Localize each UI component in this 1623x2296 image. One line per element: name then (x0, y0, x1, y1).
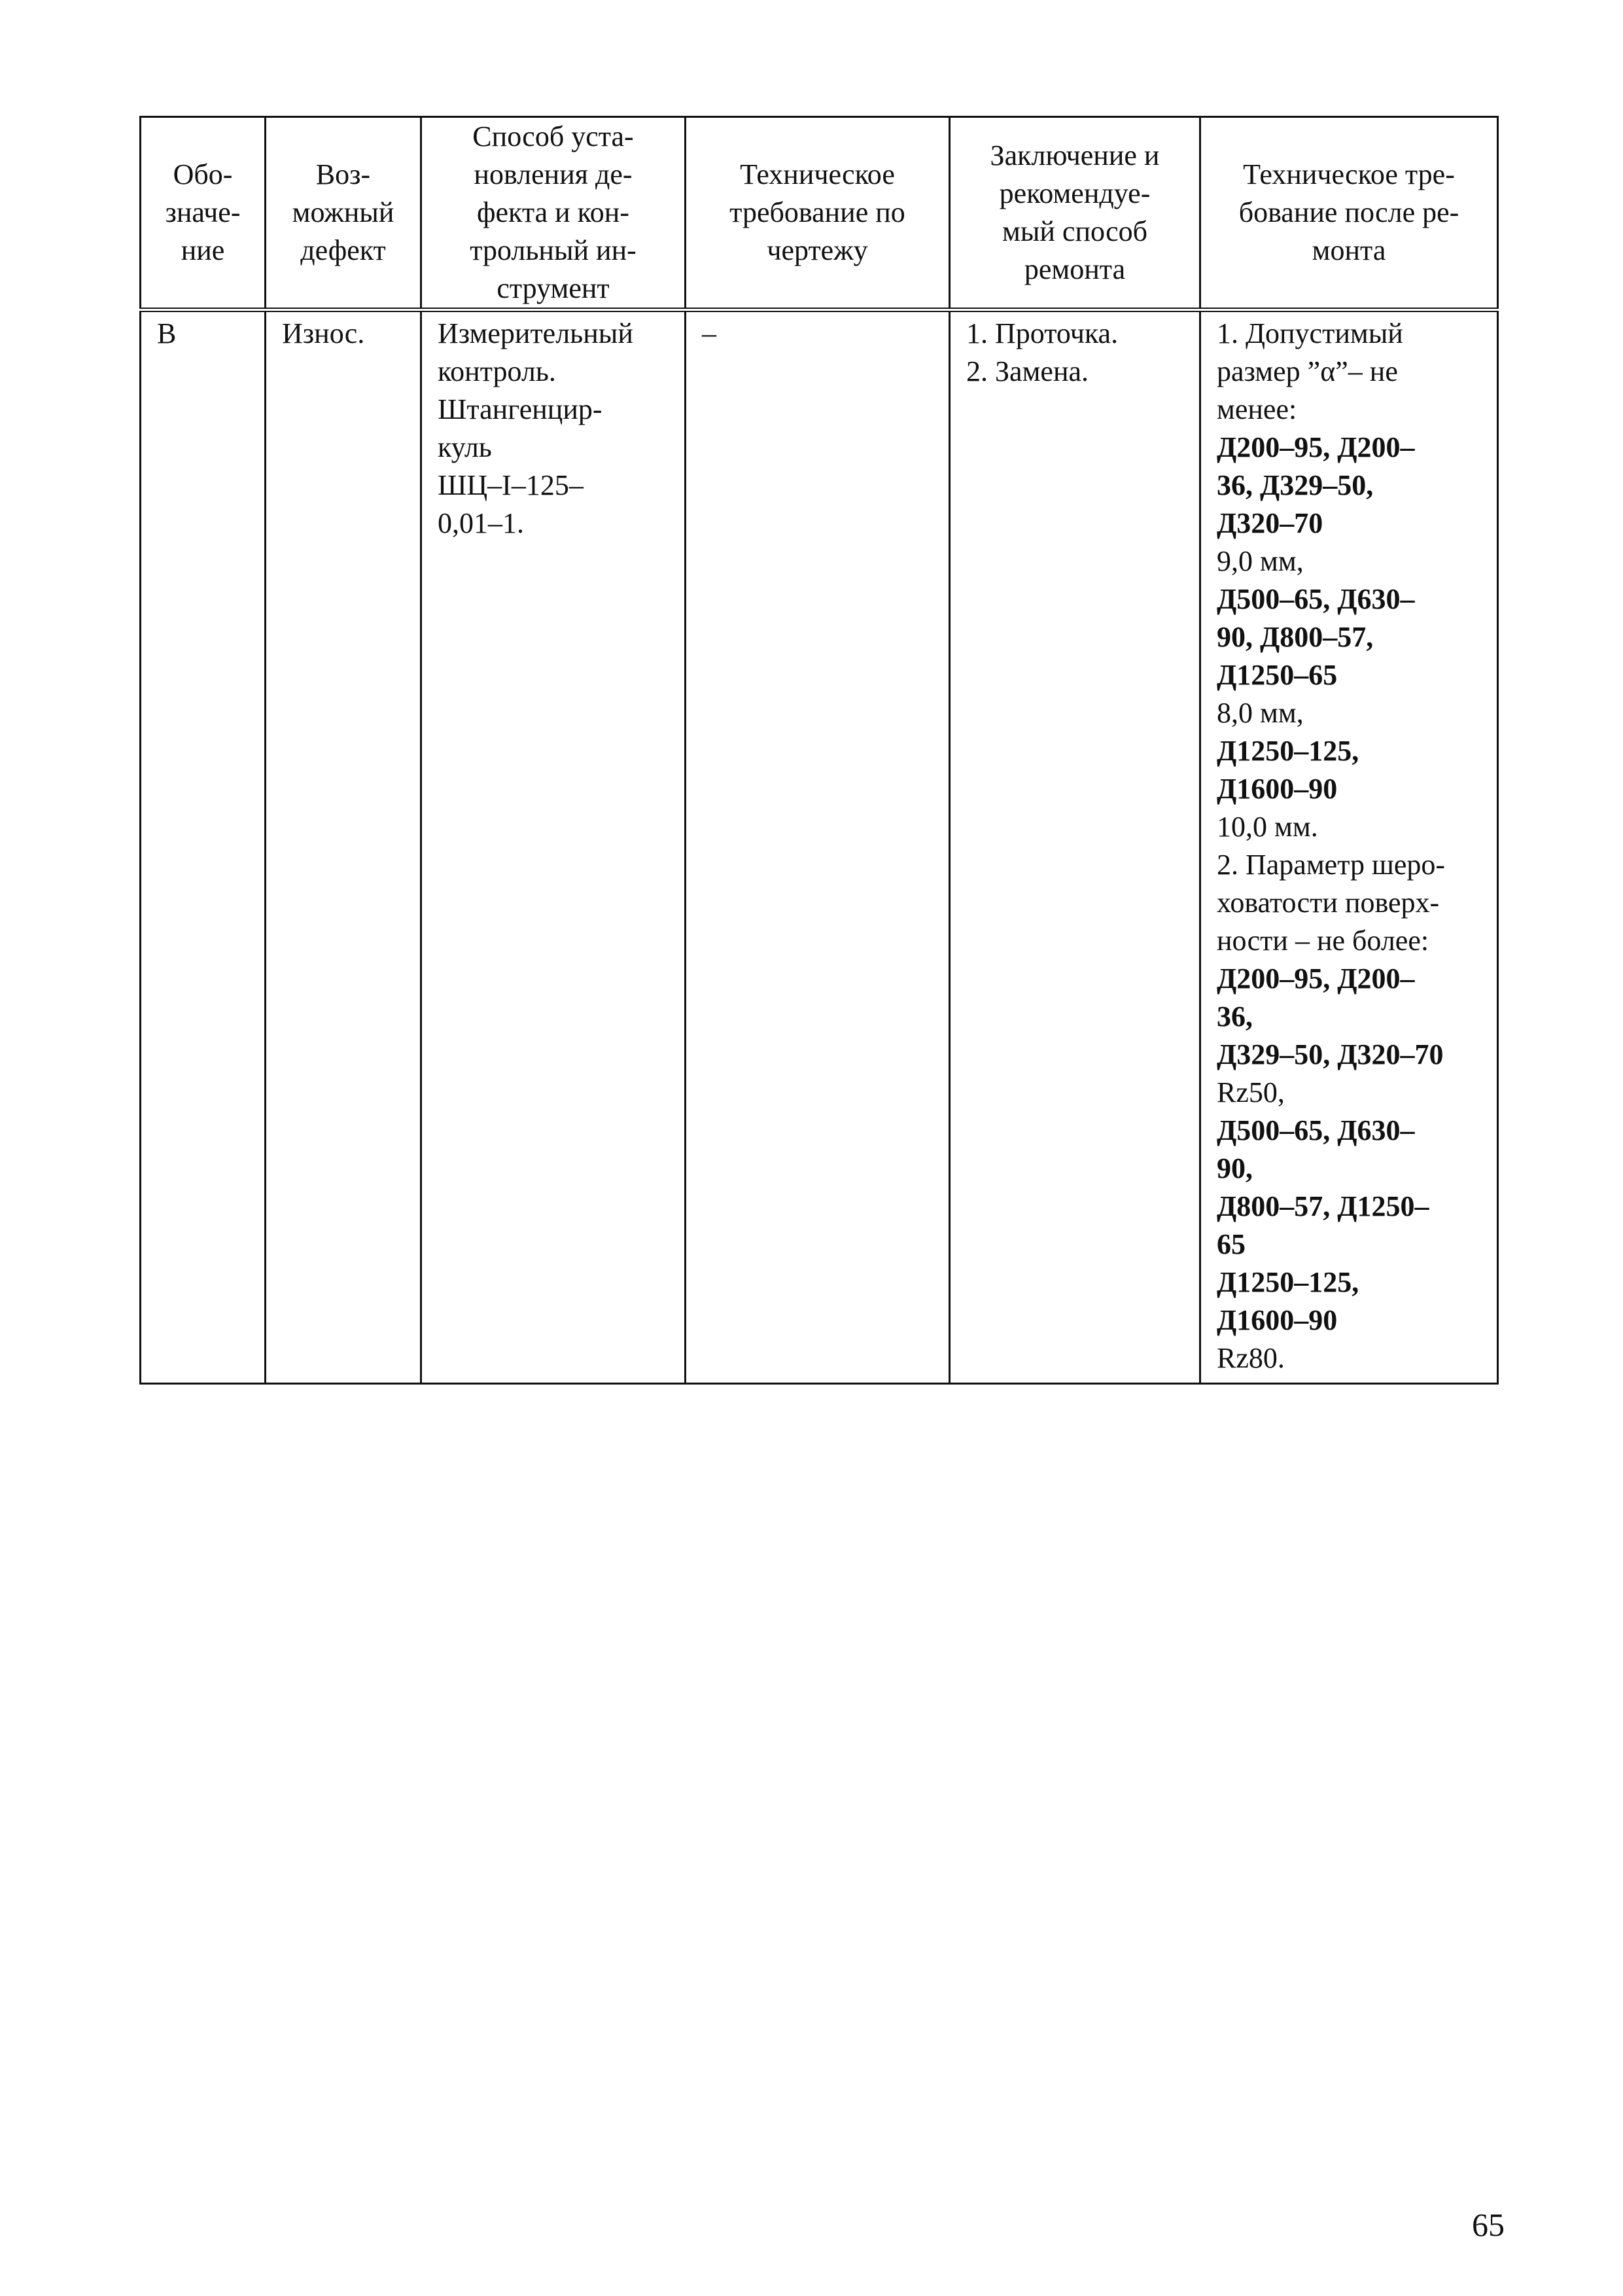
text-line: трольный ин- (470, 234, 637, 266)
text-line: Измерительный (438, 317, 633, 349)
text-line: Д1250–125, (1217, 1266, 1359, 1298)
text-line: 1. Допустимый (1217, 317, 1403, 349)
text-line: Обо- (173, 158, 233, 190)
text-line: Д329–50, Д320–70 (1217, 1038, 1444, 1070)
text-line: 2. Замена. (966, 355, 1089, 387)
drawing-requirement-text: – (702, 317, 716, 349)
cell-method (421, 310, 686, 1384)
text-line: можный (292, 196, 394, 228)
text-line: 36, (1217, 1000, 1253, 1033)
text-line: бование после ре- (1238, 196, 1459, 228)
text-line: менее: (1217, 393, 1297, 425)
text-line: чертежу (767, 234, 868, 266)
text-line: новления де- (474, 158, 633, 190)
text-line: 90, (1217, 1152, 1253, 1184)
cell-drawing-requirement (686, 310, 950, 1384)
text-line: куль (438, 431, 492, 463)
text-line: 10,0 мм. (1217, 811, 1318, 843)
text-line: Д1600–90 (1217, 773, 1338, 805)
text-line: ности – не более: (1217, 925, 1429, 957)
table-row (141, 310, 1498, 1384)
text-line: Воз- (315, 158, 371, 190)
text-line: Д500–65, Д630– (1217, 583, 1415, 615)
text-line: Заключение и (990, 139, 1160, 171)
text-line: Д1250–125, (1217, 735, 1359, 767)
text-line: значе- (165, 196, 241, 228)
page-number: 65 (1472, 2206, 1505, 2243)
text-line: требование по (729, 196, 905, 228)
text-line: 1. Проточка. (966, 317, 1119, 349)
text-line: 8,0 мм, (1217, 697, 1304, 729)
text-line: Д1250–65 (1217, 659, 1338, 691)
cell-conclusion (950, 310, 1200, 1384)
text-line: Д800–57, Д1250– (1217, 1190, 1429, 1222)
text-line: Д200–95, Д200– (1217, 963, 1415, 995)
cell-defect (266, 310, 421, 1384)
defect-table (139, 116, 1499, 1385)
text-line: мый способ (1002, 215, 1148, 247)
text-line: 65 (1217, 1228, 1246, 1260)
header-conclusion (950, 117, 1200, 310)
text-line: монта (1312, 234, 1386, 266)
text-line: контроль. (438, 355, 556, 387)
text-line: струмент (497, 272, 610, 304)
text-line: ние (181, 234, 225, 266)
text-line: 36, Д329–50, (1217, 469, 1374, 501)
text-line: дефект (300, 234, 386, 266)
header-drawing-requirement (686, 117, 950, 310)
cell-after-repair (1200, 310, 1498, 1384)
text-line: Rz50, (1217, 1076, 1285, 1108)
defect-text: Износ. (282, 317, 365, 349)
text-line: Rz80. (1217, 1342, 1285, 1374)
text-line: ремонта (1024, 253, 1126, 285)
text-line: фекта и кон- (476, 196, 630, 228)
text-line: Способ уста- (472, 120, 634, 152)
text-line: Техническое (740, 158, 895, 190)
text-line: ховатости поверх- (1217, 887, 1440, 919)
text-line: Д200–95, Д200– (1217, 431, 1415, 463)
text-line: размер ”α”– не (1217, 355, 1398, 387)
text-line: Техническое тре- (1243, 158, 1455, 190)
header-designation (141, 117, 266, 310)
header-defect (266, 117, 421, 310)
header-method (421, 117, 686, 310)
text-line: Д1600–90 (1217, 1304, 1338, 1336)
text-line: ШЦ–I–125– (438, 469, 584, 501)
header-row (141, 117, 1498, 310)
text-line: 0,01–1. (438, 507, 524, 539)
text-line: Д500–65, Д630– (1217, 1114, 1415, 1146)
text-line: 90, Д800–57, (1217, 621, 1374, 653)
designation-text: В (157, 317, 177, 349)
text-line: Д320–70 (1217, 507, 1323, 539)
text-line: рекомендуе- (999, 177, 1151, 209)
cell-designation (141, 310, 266, 1384)
text-line: Штангенцир- (438, 393, 602, 425)
text-line: 2. Параметр шеро- (1217, 849, 1446, 881)
header-after-repair (1200, 117, 1498, 310)
text-line: 9,0 мм, (1217, 545, 1304, 577)
